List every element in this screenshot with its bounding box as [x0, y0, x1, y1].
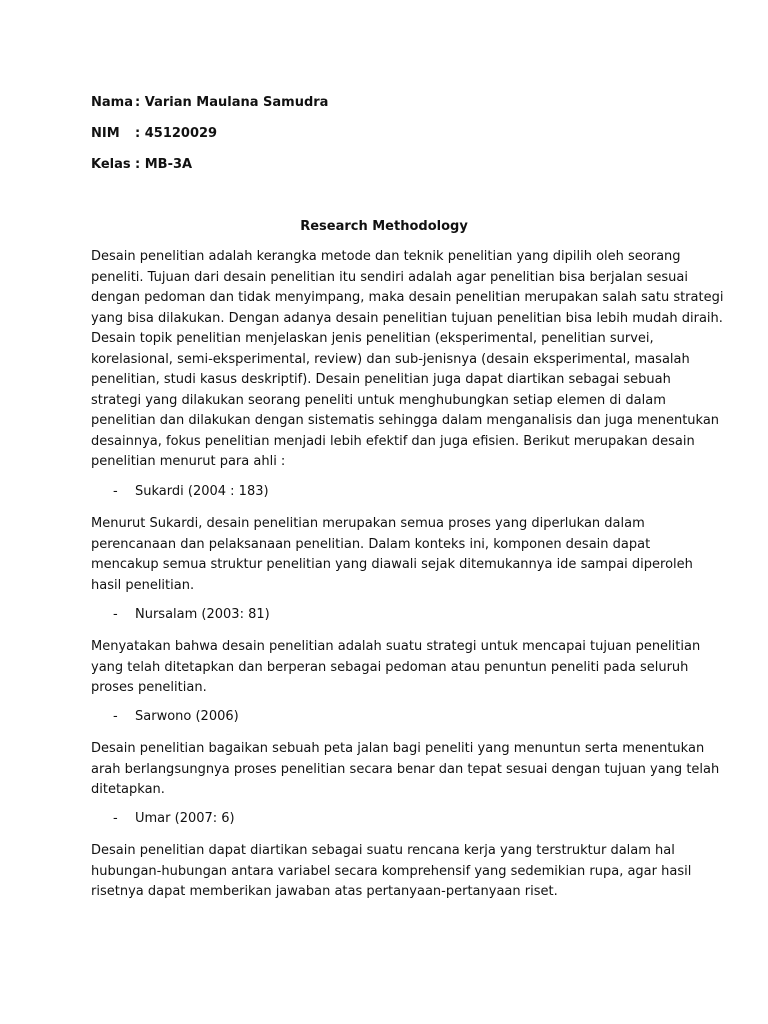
paragraph-line: hubungan-hubungan antara variabel secara komprehensif yang sedemikian rupa, agar hasil — [91, 863, 692, 879]
paragraph-line: perencanaan dan pelaksanaan penelitian. Dalam konteks ini, komponen desain dapat — [91, 536, 651, 552]
paragraph-line: ditetapkan. — [91, 782, 165, 797]
kelas-value: : MB-3A — [135, 157, 193, 172]
bullet-item-sukardi — [91, 484, 269, 500]
sukardi-paragraph — [91, 514, 691, 596]
bullet-item-umar — [91, 811, 235, 827]
paragraph-line: risetnya dapat memberikan jawaban atas pertanyaan-pertanyaan riset. — [91, 884, 558, 899]
intro-line: penelitian menurut para ahli : — [91, 454, 286, 469]
paragraph-line: Menyatakan bahwa desain penelitian adalah suatu strategi untuk mencapai tujuan penelitian — [91, 639, 701, 654]
nursalam-paragraph — [91, 637, 701, 699]
intro-line: Desain penelitian adalah kerangka metode dan teknik penelitian yang dipilih oleh seorang — [91, 249, 681, 264]
bullet-heading: Nursalam (2003: 81) — [135, 607, 270, 622]
paragraph-line: Desain penelitian dapat diartikan sebagai suatu rencana kerja yang terstruktur dalam hal — [91, 843, 675, 858]
intro-line: yang bisa dilakukan. Dengan adanya desain penelitian tujuan penelitian bisa lebih mudah diraih. — [91, 310, 723, 326]
header-nim — [91, 126, 217, 142]
paragraph-line: yang telah ditetapkan dan berperan sebagai pedoman atau penuntun peneliti pada seluruh — [91, 659, 689, 675]
bullet-dash: - — [113, 607, 118, 622]
intro-line: strategi yang dilakukan seorang peneliti untuk menghubungkan setiap elemen di dalam — [91, 392, 666, 408]
intro-line: penelitian, studi kasus deskriptif). Desain penelitian juga dapat diartikan sebagai sebuah — [91, 372, 671, 387]
nim-value: : 45120029 — [135, 126, 218, 141]
intro-line: penelitian dan dilakukan dengan sistematis sehingga dalam menganalisis dan juga menentukan — [91, 413, 720, 428]
bullet-item-nursalam — [91, 607, 270, 623]
nama-value: : Varian Maulana Samudra — [135, 95, 329, 110]
paragraph-line: proses penelitian. — [91, 680, 207, 695]
bullet-heading: Sukardi (2004 : 183) — [135, 484, 269, 499]
intro-paragraph — [91, 247, 724, 473]
paragraph-line: hasil penelitian. — [91, 577, 195, 593]
bullet-item-sarwono — [91, 709, 239, 725]
header-kelas — [91, 157, 192, 173]
umar-paragraph — [91, 841, 691, 903]
paragraph-line: mencakup semua struktur penelitian yang diawali sejak ditemukannya ide sampai diperoleh — [91, 557, 693, 572]
intro-line: Desain topik penelitian menjelaskan jenis penelitian (eksperimental, penelitian survei, — [91, 331, 654, 346]
header-nama — [91, 95, 328, 111]
bullet-dash: - — [113, 811, 118, 826]
bullet-heading: Sarwono (2006) — [135, 709, 239, 724]
bullet-heading: Umar (2007: 6) — [135, 811, 235, 826]
document-title: Research Methodology — [300, 219, 468, 234]
paragraph-line: Desain penelitian bagaikan sebuah peta jalan bagi peneliti yang menuntun serta menentukan — [91, 741, 705, 756]
bullet-dash: - — [113, 484, 118, 499]
intro-line: peneliti. Tujuan dari desain penelitian itu sendiri adalah agar penelitian bisa berjalan sesuai — [91, 269, 688, 285]
nim-label: NIM — [91, 126, 120, 141]
kelas-label: Kelas — [91, 157, 131, 172]
paragraph-line: Menurut Sukardi, desain penelitian merupakan semua proses yang diperlukan dalam — [91, 516, 645, 531]
nama-label: Nama — [91, 95, 133, 110]
intro-line: korelasional, semi-eksperimental, review) dan sub-jenisnya (desain eksperimental, masalah — [91, 351, 690, 367]
sarwono-paragraph — [91, 739, 720, 801]
bullet-dash: - — [113, 709, 118, 724]
paragraph-line: arah berlangsungnya proses penelitian secara benar dan tepat sesuai dengan tujuan yang telah — [91, 761, 720, 777]
intro-line: desainnya, fokus penelitian menjadi lebih efektif dan juga efisien. Berikut merupakan desain — [91, 433, 695, 449]
intro-line: dengan pedoman dan tidak menyimpang, maka desain penelitian merupakan salah satu strategi — [91, 290, 724, 305]
